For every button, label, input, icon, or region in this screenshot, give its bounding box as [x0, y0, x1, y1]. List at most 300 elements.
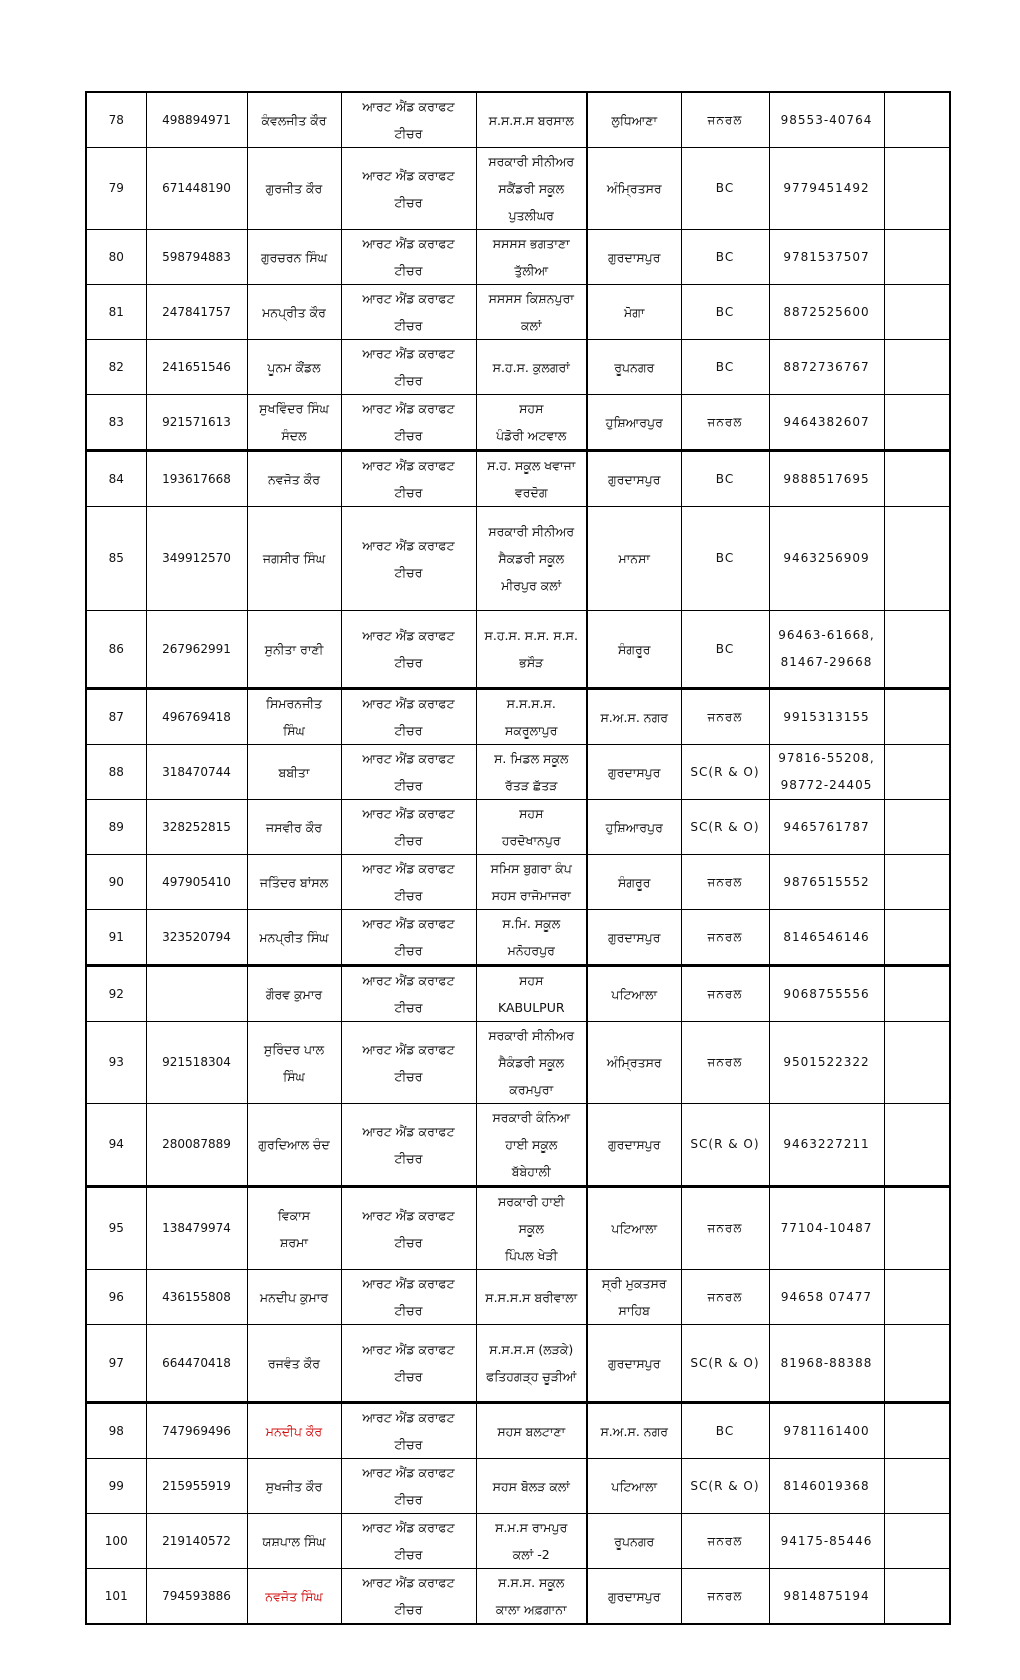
post-cell-line: ਟੀਚਰ	[394, 943, 423, 958]
post-cell	[341, 800, 476, 855]
post-cell-line: ਆਰਟ ਐਂਡ ਕਰਾਫਟ	[362, 236, 455, 251]
district-cell	[587, 1187, 681, 1270]
post-cell-line: ਟੀਚਰ	[394, 428, 423, 443]
school-cell	[476, 340, 587, 395]
candidate-name-cell-line: ਜਸਵੀਰ ਕੌਰ	[265, 819, 323, 835]
remarks-cell	[884, 611, 950, 689]
remarks-cell	[884, 1325, 950, 1403]
school-cell-line: ਪੁਤਲੀਘਰ	[508, 208, 554, 223]
applicant-id-cell: 497905410	[146, 855, 247, 910]
district-cell-line: ਗੁਰਦਾਸਪੁਰ	[608, 471, 661, 487]
school-cell	[476, 1270, 587, 1325]
candidate-name-cell-line: ਬਬੀਤਾ	[278, 764, 310, 780]
post-cell-line: ਆਰਟ ਐਂਡ ਕਰਾਫਟ	[362, 458, 455, 473]
candidate-name-cell-line: ਜਤਿੰਦਰ ਬਾਂਸਲ	[259, 874, 329, 890]
applicant-id-cell: 747969496	[146, 1403, 247, 1459]
post-cell-line: ਆਰਟ ਐਂਡ ਕਰਾਫਟ	[362, 1342, 455, 1357]
school-cell-line: ਪਿੰਪਲ ਖੇੜੀ	[505, 1248, 558, 1263]
serial-number-cell: 98	[86, 1403, 146, 1459]
phone-cell-line: 96463-61668,	[778, 628, 875, 642]
district-cell	[587, 1270, 681, 1325]
district-cell	[587, 689, 681, 745]
candidate-name-cell	[247, 1403, 341, 1459]
category-cell: BC	[681, 285, 769, 340]
post-cell	[341, 966, 476, 1022]
candidate-name-cell	[247, 611, 341, 689]
school-cell-line: ਸ. ਮਿਡਲ ਸਕੂਲ	[494, 751, 569, 766]
table-row	[86, 611, 950, 689]
phone-cell	[769, 230, 884, 285]
school-cell-line: ਸਕਰੂਲਾਪੁਰ	[505, 723, 558, 738]
applicant-id-cell: 215955919	[146, 1459, 247, 1514]
district-cell-line: ਪਟਿਆਲਾ	[611, 1221, 658, 1236]
school-cell-line: ਸਮਿਸ ਬੁਗਰਾ ਕੰਪ	[490, 861, 572, 876]
post-cell	[341, 1514, 476, 1569]
serial-number-cell: 100	[86, 1514, 146, 1569]
post-cell	[341, 1459, 476, 1514]
school-cell	[476, 230, 587, 285]
candidate-name-cell	[247, 451, 341, 507]
district-cell	[587, 1325, 681, 1403]
remarks-cell	[884, 800, 950, 855]
district-cell-line: ਮੋਗਾ	[623, 304, 645, 320]
district-cell	[587, 966, 681, 1022]
candidate-name-cell-line: ਜਗਸੀਰ ਸਿੰਘ	[262, 551, 326, 566]
serial-number-cell: 88	[86, 745, 146, 800]
table-row	[86, 1403, 950, 1459]
serial-number-cell: 84	[86, 451, 146, 507]
category-cell: ਜਨਰਲ	[681, 92, 769, 148]
phone-cell-line: 94175-85446	[780, 1533, 873, 1548]
post-cell-line: ਆਰਟ ਐਂਡ ਕਰਾਫਟ	[362, 696, 455, 711]
phone-cell-line: 81467-29668	[780, 655, 873, 669]
applicant-id-cell: 247841757	[146, 285, 247, 340]
school-cell	[476, 451, 587, 507]
school-cell	[476, 689, 587, 745]
post-cell-line: ਆਰਟ ਐਂਡ ਕਰਾਫਟ	[362, 628, 455, 643]
phone-cell	[769, 285, 884, 340]
post-cell-line: ਟੀਚਰ	[394, 833, 423, 848]
school-cell-line: ਫਤਿਹਗੜ੍ਹ ਚੂੜੀਆਂ	[486, 1369, 577, 1384]
table-row	[86, 689, 950, 745]
table-row	[86, 1104, 950, 1187]
candidate-name-cell-line: ਪੂਨਮ ਕੌਂਡਲ	[267, 359, 321, 375]
remarks-cell	[884, 340, 950, 395]
post-cell-line: ਆਰਟ ਐਂਡ ਕਰਾਫਟ	[362, 1207, 455, 1223]
remarks-cell	[884, 507, 950, 611]
phone-cell-line: 9814875194	[783, 1588, 870, 1603]
district-cell	[587, 1514, 681, 1569]
district-cell-line: ਗੁਰਦਾਸਪੁਰ	[608, 929, 661, 945]
district-cell-line: ਸਾਹਿਬ	[618, 1303, 650, 1318]
post-cell-line: ਟੀਚਰ	[394, 318, 423, 333]
table-row	[86, 340, 950, 395]
phone-cell	[769, 1325, 884, 1403]
school-cell	[476, 1514, 587, 1569]
post-cell-line: ਟੀਚਰ	[394, 1000, 423, 1015]
serial-number-cell: 78	[86, 92, 146, 148]
school-cell-line: ਕਰਮਪੁਰਾ	[509, 1082, 554, 1097]
applicant-id-cell: 496769418	[146, 689, 247, 745]
serial-number-cell: 79	[86, 148, 146, 230]
remarks-cell	[884, 1403, 950, 1459]
phone-cell	[769, 1022, 884, 1104]
category-cell: BC	[681, 230, 769, 285]
district-cell-line: ਰੂਪਨਗਰ	[614, 359, 655, 375]
school-cell-line: ਤੁੱਲੀਆ	[514, 263, 549, 278]
category-cell: ਜਨਰਲ	[681, 395, 769, 451]
phone-cell-line: 77104-10487	[780, 1221, 873, 1235]
phone-cell	[769, 1187, 884, 1270]
table-row	[86, 285, 950, 340]
school-cell-line: ਸ.ਸ.ਸ. ਸਕੂਲ	[498, 1575, 565, 1590]
district-cell	[587, 285, 681, 340]
school-cell-line: ਸ.ਹ.ਸ. ਸ.ਸ. ਸ.ਸ.	[484, 628, 578, 643]
school-cell-line: ਮੀਰਪੁਰ ਕਲਾਂ	[501, 578, 562, 593]
table-row	[86, 1187, 950, 1270]
candidate-name-cell	[247, 855, 341, 910]
post-cell-line: ਆਰਟ ਐਂਡ ਕਰਾਫਟ	[362, 751, 455, 766]
phone-cell-line: 9779451492	[783, 181, 870, 195]
table-row	[86, 507, 950, 611]
post-cell-line: ਟੀਚਰ	[394, 1303, 423, 1318]
school-cell	[476, 1459, 587, 1514]
district-cell	[587, 1403, 681, 1459]
candidate-name-cell	[247, 285, 341, 340]
candidate-name-cell	[247, 745, 341, 800]
applicant-id-cell: 267962991	[146, 611, 247, 689]
post-cell-line: ਟੀਚਰ	[394, 1492, 423, 1507]
post-cell-line: ਆਰਟ ਐਂਡ ਕਰਾਫਟ	[362, 916, 455, 931]
school-cell-line: ਸਸਸਸ ਭਗਤਾਣਾ	[492, 236, 570, 251]
candidate-name-cell	[247, 92, 341, 148]
table-row	[86, 1270, 950, 1325]
post-cell	[341, 1325, 476, 1403]
applicant-id-cell: 349912570	[146, 507, 247, 611]
serial-number-cell: 99	[86, 1459, 146, 1514]
district-cell-line: ਪਟਿਆਲਾ	[611, 986, 658, 1002]
table-row	[86, 910, 950, 966]
serial-number-cell: 91	[86, 910, 146, 966]
applicant-id-cell: 138479974	[146, 1187, 247, 1270]
applicant-id-cell: 323520794	[146, 910, 247, 966]
post-cell	[341, 1022, 476, 1104]
post-cell-line: ਆਰਟ ਐਂਡ ਕਰਾਫਟ	[362, 1276, 455, 1291]
category-cell: BC	[681, 148, 769, 230]
candidate-name-cell-line: ਰਜਵੰਤ ਕੌਰ	[268, 1355, 320, 1371]
candidate-name-cell-line: ਸੁਖਵਿੰਦਰ ਸਿੰਘ	[259, 401, 329, 416]
phone-cell	[769, 451, 884, 507]
district-cell	[587, 611, 681, 689]
applicant-id-cell: 219140572	[146, 1514, 247, 1569]
table-row	[86, 800, 950, 855]
district-cell-line: ਸੰਗਰੂਰ	[617, 641, 651, 657]
district-cell-line: ਅੰਮ੍ਰਿਤਸਰ	[606, 181, 662, 196]
applicant-id-cell: 280087889	[146, 1104, 247, 1187]
category-cell: BC	[681, 1403, 769, 1459]
phone-cell-line: 9463227211	[783, 1137, 870, 1151]
post-cell	[341, 745, 476, 800]
phone-cell-line: 97816-55208,	[778, 751, 875, 765]
post-cell-line: ਆਰਟ ਐਂਡ ਕਰਾਫਟ	[362, 1575, 455, 1590]
phone-cell	[769, 745, 884, 800]
post-cell	[341, 285, 476, 340]
district-cell-line: ਗੁਰਦਾਸਪੁਰ	[608, 764, 661, 780]
district-cell	[587, 507, 681, 611]
school-cell-line: ਸ.ਸ.ਸ.ਸ ਬਰਸਾਲ	[488, 112, 574, 128]
district-cell	[587, 745, 681, 800]
category-cell: ਜਨਰਲ	[681, 1569, 769, 1625]
serial-number-cell: 86	[86, 611, 146, 689]
post-cell-line: ਟੀਚਰ	[394, 1150, 423, 1166]
district-cell	[587, 1569, 681, 1625]
serial-number-cell: 92	[86, 966, 146, 1022]
candidate-name-cell	[247, 507, 341, 611]
remarks-cell	[884, 1459, 950, 1514]
school-cell-line: KABULPUR	[497, 1000, 565, 1015]
candidate-name-cell-line: ਗੌਰਵ ਕੁਮਾਰ	[265, 986, 323, 1002]
applicant-id-cell: 498894971	[146, 92, 247, 148]
category-cell: SC(R & O)	[681, 745, 769, 800]
candidate-name-cell	[247, 148, 341, 230]
category-cell: BC	[681, 507, 769, 611]
school-cell-line: ਪੰਡੋਰੀ ਅਟਵਾਲ	[496, 428, 567, 443]
phone-cell	[769, 966, 884, 1022]
school-cell-line: ਸਕੂਲ	[518, 1221, 544, 1236]
serial-number-cell: 96	[86, 1270, 146, 1325]
district-cell	[587, 910, 681, 966]
phone-cell	[769, 689, 884, 745]
table-row	[86, 451, 950, 507]
serial-number-cell: 89	[86, 800, 146, 855]
post-cell-line: ਆਰਟ ਐਂਡ ਕਰਾਫਟ	[362, 537, 455, 553]
phone-cell-line: 98553-40764	[780, 112, 873, 127]
remarks-cell	[884, 148, 950, 230]
category-cell: SC(R & O)	[681, 800, 769, 855]
remarks-cell	[884, 910, 950, 966]
district-cell	[587, 1104, 681, 1187]
candidate-name-cell-line: ਸਿਮਰਨਜੀਤ	[265, 696, 323, 711]
phone-cell	[769, 910, 884, 966]
post-cell	[341, 910, 476, 966]
serial-number-cell: 82	[86, 340, 146, 395]
candidate-name-cell	[247, 1270, 341, 1325]
candidate-name-cell-line: ਮਨਪ੍ਰੀਤ ਸਿੰਘ	[259, 929, 329, 945]
school-cell-line: ਸ.ਹ.ਸ. ਕੁਲਗਰਾਂ	[492, 359, 570, 375]
school-cell-line: ਕਲਾਂ	[520, 318, 542, 333]
candidate-name-cell-line: ਸੁਰਿੰਦਰ ਪਾਲ	[263, 1041, 325, 1057]
applicant-id-cell: 671448190	[146, 148, 247, 230]
post-cell-line: ਟੀਚਰ	[394, 888, 423, 903]
table-body	[86, 92, 950, 1624]
phone-cell-line: 9464382607	[783, 414, 870, 429]
candidate-name-cell-line: ਸੁਖਜੀਤ ਕੌਰ	[265, 1478, 323, 1494]
remarks-cell	[884, 395, 950, 451]
remarks-cell	[884, 1514, 950, 1569]
school-cell-line: ਸਰਕਾਰੀ ਸੀਨੀਅਰ	[488, 524, 575, 539]
category-cell: ਜਨਰਲ	[681, 855, 769, 910]
school-cell-line: ਸਰਕਾਰੀ ਸੀਨੀਅਰ	[488, 154, 575, 169]
remarks-cell	[884, 230, 950, 285]
table-row	[86, 745, 950, 800]
category-cell: BC	[681, 451, 769, 507]
candidate-name-cell-line: ਕੰਵਲਜੀਤ ਕੌਰ	[261, 112, 327, 128]
teacher-list-table	[85, 91, 951, 1625]
candidate-name-cell	[247, 1325, 341, 1403]
candidate-name-cell	[247, 1514, 341, 1569]
candidate-name-cell	[247, 689, 341, 745]
school-cell-line: ਸਰਕਾਰੀ ਸੀਨੀਅਰ	[488, 1028, 575, 1043]
post-cell-line: ਟੀਚਰ	[394, 723, 423, 738]
post-cell-line: ਆਰਟ ਐਂਡ ਕਰਾਫਟ	[362, 973, 455, 988]
school-cell-line: ਸਸਸਸ ਕਿਸ਼ਨਪੁਰਾ	[488, 291, 574, 306]
phone-cell	[769, 507, 884, 611]
post-cell	[341, 507, 476, 611]
phone-cell	[769, 340, 884, 395]
school-cell	[476, 1325, 587, 1403]
remarks-cell	[884, 745, 950, 800]
applicant-id-cell: 241651546	[146, 340, 247, 395]
candidate-name-cell-line: ਮਨਦੀਪ ਕੁਮਾਰ	[259, 1289, 329, 1305]
table-row	[86, 1022, 950, 1104]
post-cell	[341, 340, 476, 395]
school-cell	[476, 507, 587, 611]
district-cell-line: ਸ੍ਰੀ ਮੁਕਤਸਰ	[601, 1276, 667, 1291]
school-cell	[476, 855, 587, 910]
school-cell-line: ਸਹਸ ਬੋਲੜ ਕਲਾਂ	[492, 1478, 570, 1494]
phone-cell-line: 9501522322	[783, 1055, 870, 1069]
post-cell-line: ਟੀਚਰ	[394, 1068, 423, 1084]
post-cell-line: ਆਰਟ ਐਂਡ ਕਰਾਫਟ	[362, 346, 455, 361]
category-cell: SC(R & O)	[681, 1325, 769, 1403]
school-cell-line: ਸ.ਹ. ਸਕੂਲ ਖਵਾਜਾ	[487, 458, 576, 473]
serial-number-cell: 83	[86, 395, 146, 451]
school-cell	[476, 285, 587, 340]
district-cell-line: ਅੰਮ੍ਰਿਤਸਰ	[606, 1055, 662, 1070]
category-cell: SC(R & O)	[681, 1104, 769, 1187]
table-row	[86, 1569, 950, 1625]
candidate-name-cell-line: ਗੁਰਜੀਤ ਕੌਰ	[265, 181, 323, 196]
candidate-name-cell	[247, 230, 341, 285]
phone-cell-line: 9068755556	[783, 986, 870, 1001]
applicant-id-cell: 664470418	[146, 1325, 247, 1403]
candidate-name-cell	[247, 1187, 341, 1270]
school-cell	[476, 92, 587, 148]
district-cell-line: ਸ.ਅ.ਸ. ਨਗਰ	[600, 1423, 669, 1439]
serial-number-cell: 93	[86, 1022, 146, 1104]
category-cell: ਜਨਰਲ	[681, 689, 769, 745]
school-cell	[476, 395, 587, 451]
table-row	[86, 1325, 950, 1403]
school-cell-line: ਸਕੈਂਡਰੀ ਸਕੂਲ	[498, 181, 565, 196]
table-row	[86, 966, 950, 1022]
school-cell-line: ਭਸੌੜ	[519, 655, 544, 670]
applicant-id-cell: 794593886	[146, 1569, 247, 1625]
phone-cell-line: 9876515552	[783, 874, 870, 889]
candidate-name-cell-line: ਸਿੰਘ	[283, 723, 305, 738]
district-cell	[587, 230, 681, 285]
post-cell-line: ਆਰਟ ਐਂਡ ਕਰਾਫਟ	[362, 1465, 455, 1480]
category-cell: ਜਨਰਲ	[681, 1022, 769, 1104]
candidate-name-cell	[247, 966, 341, 1022]
candidate-name-cell	[247, 910, 341, 966]
post-cell	[341, 1569, 476, 1625]
post-cell	[341, 689, 476, 745]
serial-number-cell: 85	[86, 507, 146, 611]
district-cell	[587, 395, 681, 451]
school-cell	[476, 1569, 587, 1625]
post-cell-line: ਟੀਚਰ	[394, 1602, 423, 1617]
phone-cell-line: 98772-24405	[780, 778, 873, 792]
remarks-cell	[884, 1270, 950, 1325]
remarks-cell	[884, 451, 950, 507]
candidate-name-cell-line: ਸੰਦਲ	[281, 428, 307, 443]
remarks-cell	[884, 966, 950, 1022]
remarks-cell	[884, 689, 950, 745]
post-cell-line: ਆਰਟ ਐਂਡ ਕਰਾਫਟ	[362, 1410, 455, 1425]
phone-cell	[769, 1569, 884, 1625]
candidate-name-cell-line: ਨਵਜੋਤ ਕੌਰ	[267, 471, 321, 487]
category-cell: BC	[681, 611, 769, 689]
post-cell-line: ਆਰਟ ਐਂਡ ਕਰਾਫਟ	[362, 99, 455, 114]
district-cell	[587, 148, 681, 230]
school-cell-line: ਵਰਦੋਗ	[514, 485, 548, 500]
table-row	[86, 855, 950, 910]
post-cell	[341, 395, 476, 451]
school-cell-line: ਸਹਸ ਬਲਟਾਣਾ	[497, 1423, 566, 1439]
district-cell-line: ਗੁਰਦਾਸਪੁਰ	[608, 1588, 661, 1604]
serial-number-cell: 101	[86, 1569, 146, 1625]
category-cell: BC	[681, 340, 769, 395]
post-cell-line: ਟੀਚਰ	[394, 655, 423, 670]
phone-cell	[769, 395, 884, 451]
district-cell	[587, 451, 681, 507]
post-cell-line: ਟੀਚਰ	[394, 778, 423, 793]
school-cell-line: ਸਹਸ ਰਾਜੋਮਾਜਰਾ	[491, 888, 571, 903]
candidate-name-cell-line: ਵਿਕਾਸ	[277, 1207, 311, 1223]
phone-cell-line: 8872525600	[783, 304, 870, 319]
applicant-id-cell: 436155808	[146, 1270, 247, 1325]
category-cell: ਜਨਰਲ	[681, 1514, 769, 1569]
school-cell-line: ਸ.ਮ.ਸ ਰਾਮਪੁਰ	[495, 1520, 568, 1535]
serial-number-cell: 94	[86, 1104, 146, 1187]
remarks-cell	[884, 1187, 950, 1270]
remarks-cell	[884, 1022, 950, 1104]
phone-cell	[769, 1459, 884, 1514]
school-cell-line: ਮਨੋਹਰਪੁਰ	[507, 943, 555, 958]
applicant-id-cell: 598794883	[146, 230, 247, 285]
candidate-name-cell	[247, 1459, 341, 1514]
school-cell-line: ਸ.ਮਿ. ਸਕੂਲ	[502, 916, 561, 931]
phone-cell	[769, 1514, 884, 1569]
school-cell	[476, 1187, 587, 1270]
table-row	[86, 148, 950, 230]
applicant-id-cell: 193617668	[146, 451, 247, 507]
category-cell: ਜਨਰਲ	[681, 1270, 769, 1325]
phone-cell	[769, 92, 884, 148]
table-row	[86, 92, 950, 148]
district-cell	[587, 340, 681, 395]
serial-number-cell: 87	[86, 689, 146, 745]
phone-cell-line: 9781161400	[783, 1423, 870, 1438]
candidate-name-cell	[247, 1104, 341, 1187]
school-cell	[476, 148, 587, 230]
post-cell	[341, 1187, 476, 1270]
phone-cell-line: 9463256909	[783, 551, 870, 565]
post-cell-line: ਟੀਚਰ	[394, 373, 423, 388]
school-cell-line: ਕਾਲਾ ਅਫ਼ਗਾਨਾ	[495, 1602, 567, 1617]
phone-cell	[769, 855, 884, 910]
